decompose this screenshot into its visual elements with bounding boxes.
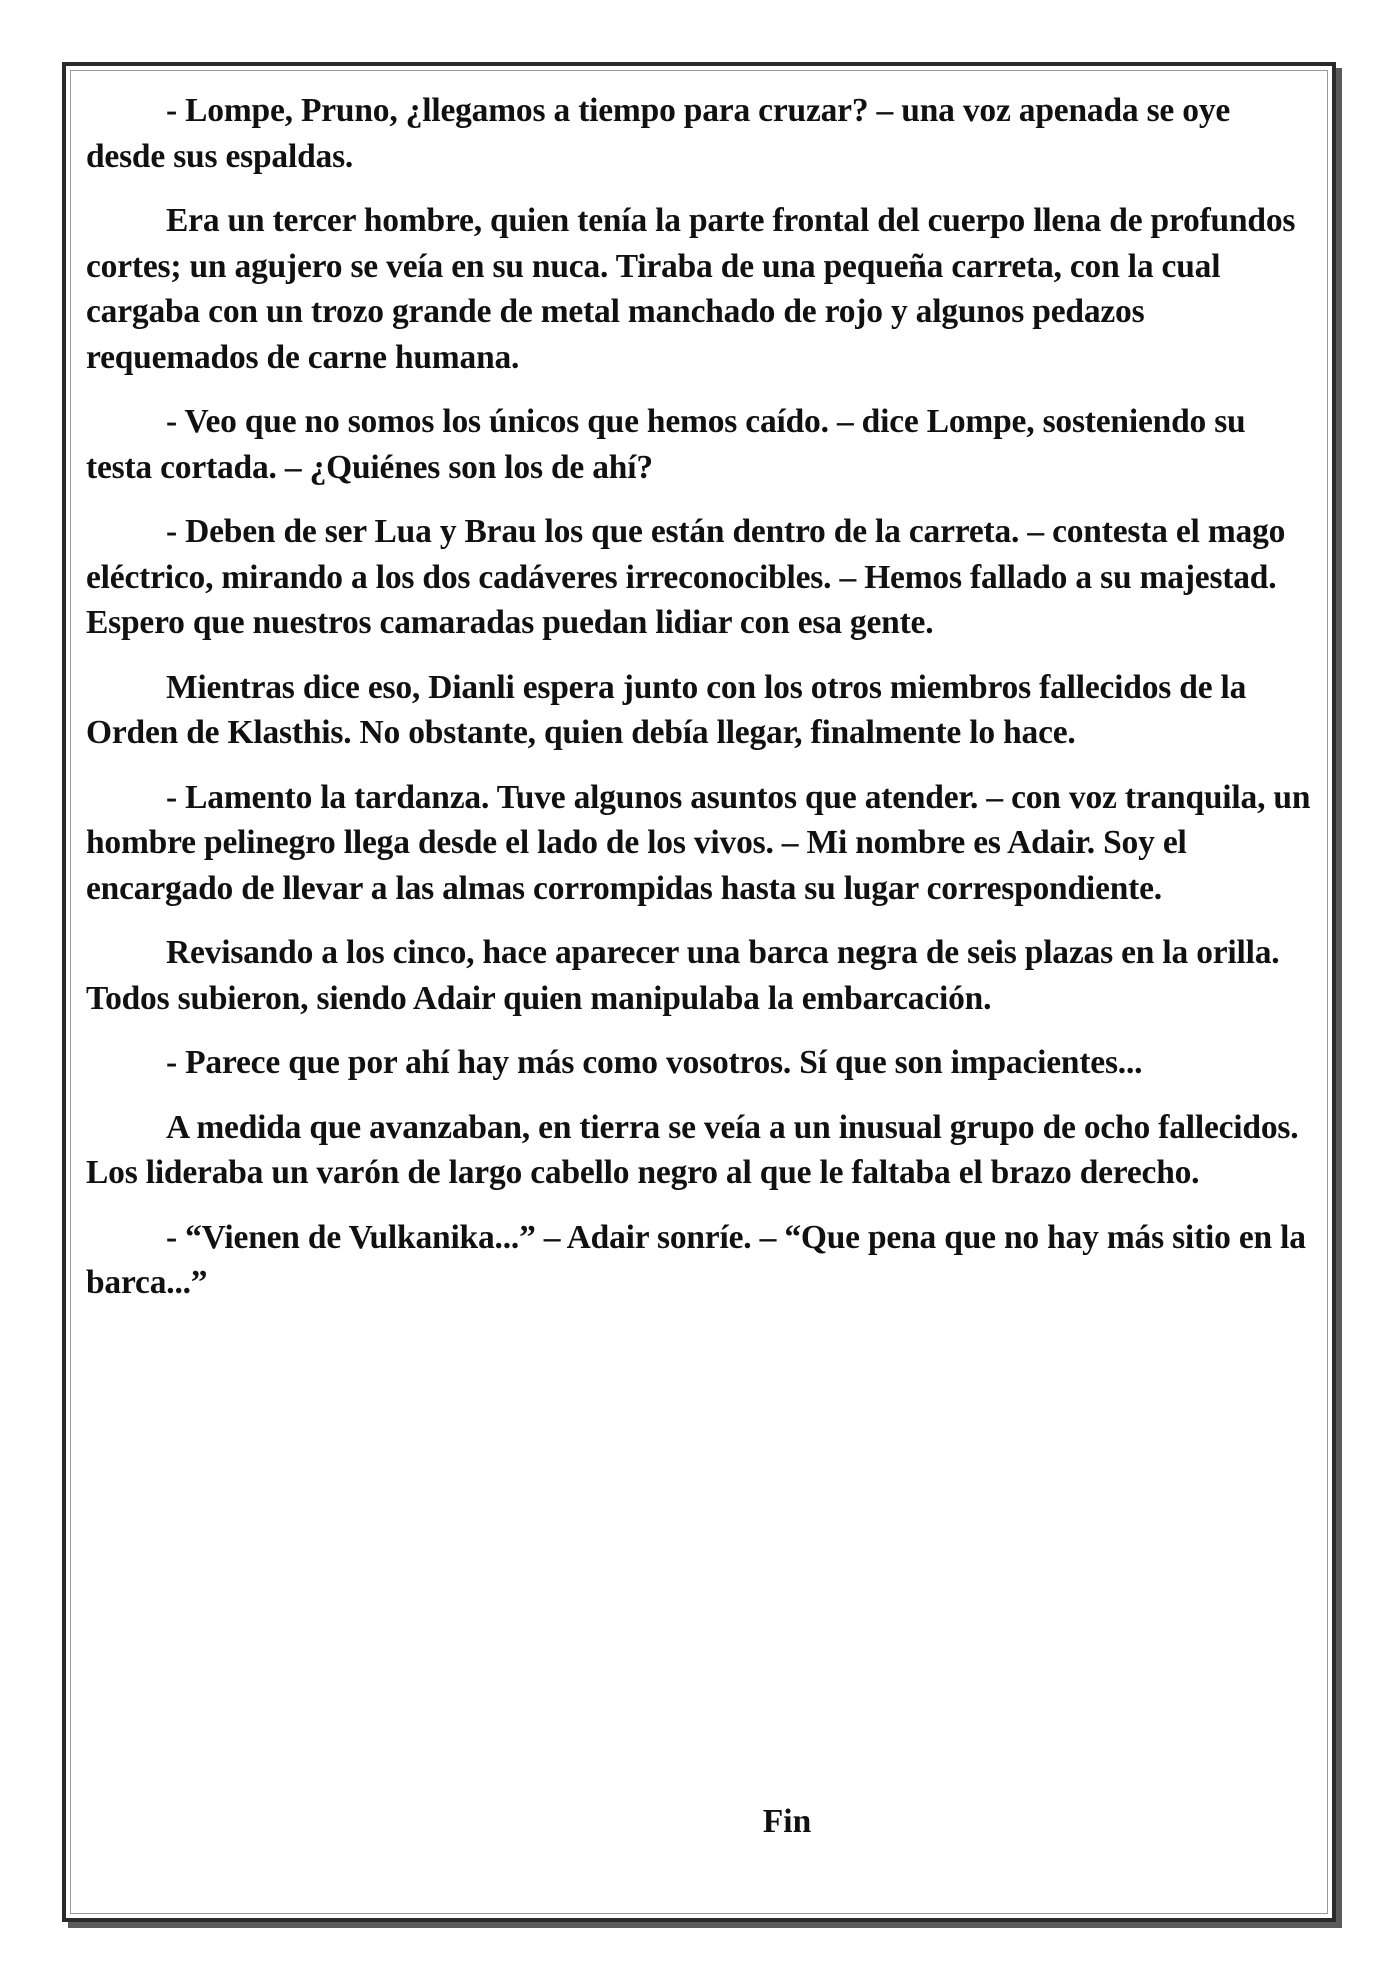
page-border <box>62 62 1336 1922</box>
story-text <box>86 88 1314 1325</box>
paragraph: A medida que avanzaban, en tierra se veía a un inusual grupo de ocho fallecidos. Los lideraba un varón de largo cabello negro al que le faltaba el brazo derecho. <box>86 1108 1299 1191</box>
paragraph: - Lompe, Pruno, ¿llegamos a tiempo para cruzar? – una voz apenada se oye desde sus espaldas. <box>86 92 1231 175</box>
paragraph: - Parece que por ahí hay más como vosotros. Sí que son impacientes... <box>166 1044 1143 1081</box>
paragraph: Revisando a los cinco, hace aparecer una barca negra de seis plazas en la orilla. Todos subieron, siendo Adair quien manipulaba la embarcación. <box>86 934 1280 1017</box>
paragraph: Mientras dice eso, Dianli espera junto con los otros miembros fallecidos de la Orden de Klasthis. No obstante, quien debía llegar, finalmente lo hace. <box>86 668 1247 751</box>
paragraph: Era un tercer hombre, quien tenía la parte frontal del cuerpo llena de profundos cortes; un agujero se veía en su nuca. Tiraba de una pequeña carreta, con la cual cargaba con un trozo grande de metal manchado de rojo y algunos pedazos requemados de carne humana. <box>86 202 1296 376</box>
paragraph: - Veo que no somos los únicos que hemos caído. – dice Lompe, sosteniendo su testa cortada. – ¿Quiénes son los de ahí? <box>86 403 1246 486</box>
paragraph: - Lamento la tardanza. Tuve algunos asuntos que atender. – con voz tranquila, un hombre pelinegro llega desde el lado de los vivos. – Mi nombre es Adair. Soy el encargado de llevar a las almas corrompidas hasta su lugar correspondiente. <box>86 778 1311 907</box>
paragraph: - Deben de ser Lua y Brau los que están dentro de la carreta. – contesta el mago eléctrico, mirando a los dos cadáveres irreconocibles. – Hemos fallado a su majestad. Espero que nuestros camaradas puedan lidiar con esa gente. <box>86 513 1286 641</box>
paragraph: - “Vienen de Vulkanika...” – Adair sonríe. – “Que pena que no hay más sitio en la barca...” <box>86 1218 1306 1301</box>
end-marker: Fin <box>762 1803 812 1840</box>
